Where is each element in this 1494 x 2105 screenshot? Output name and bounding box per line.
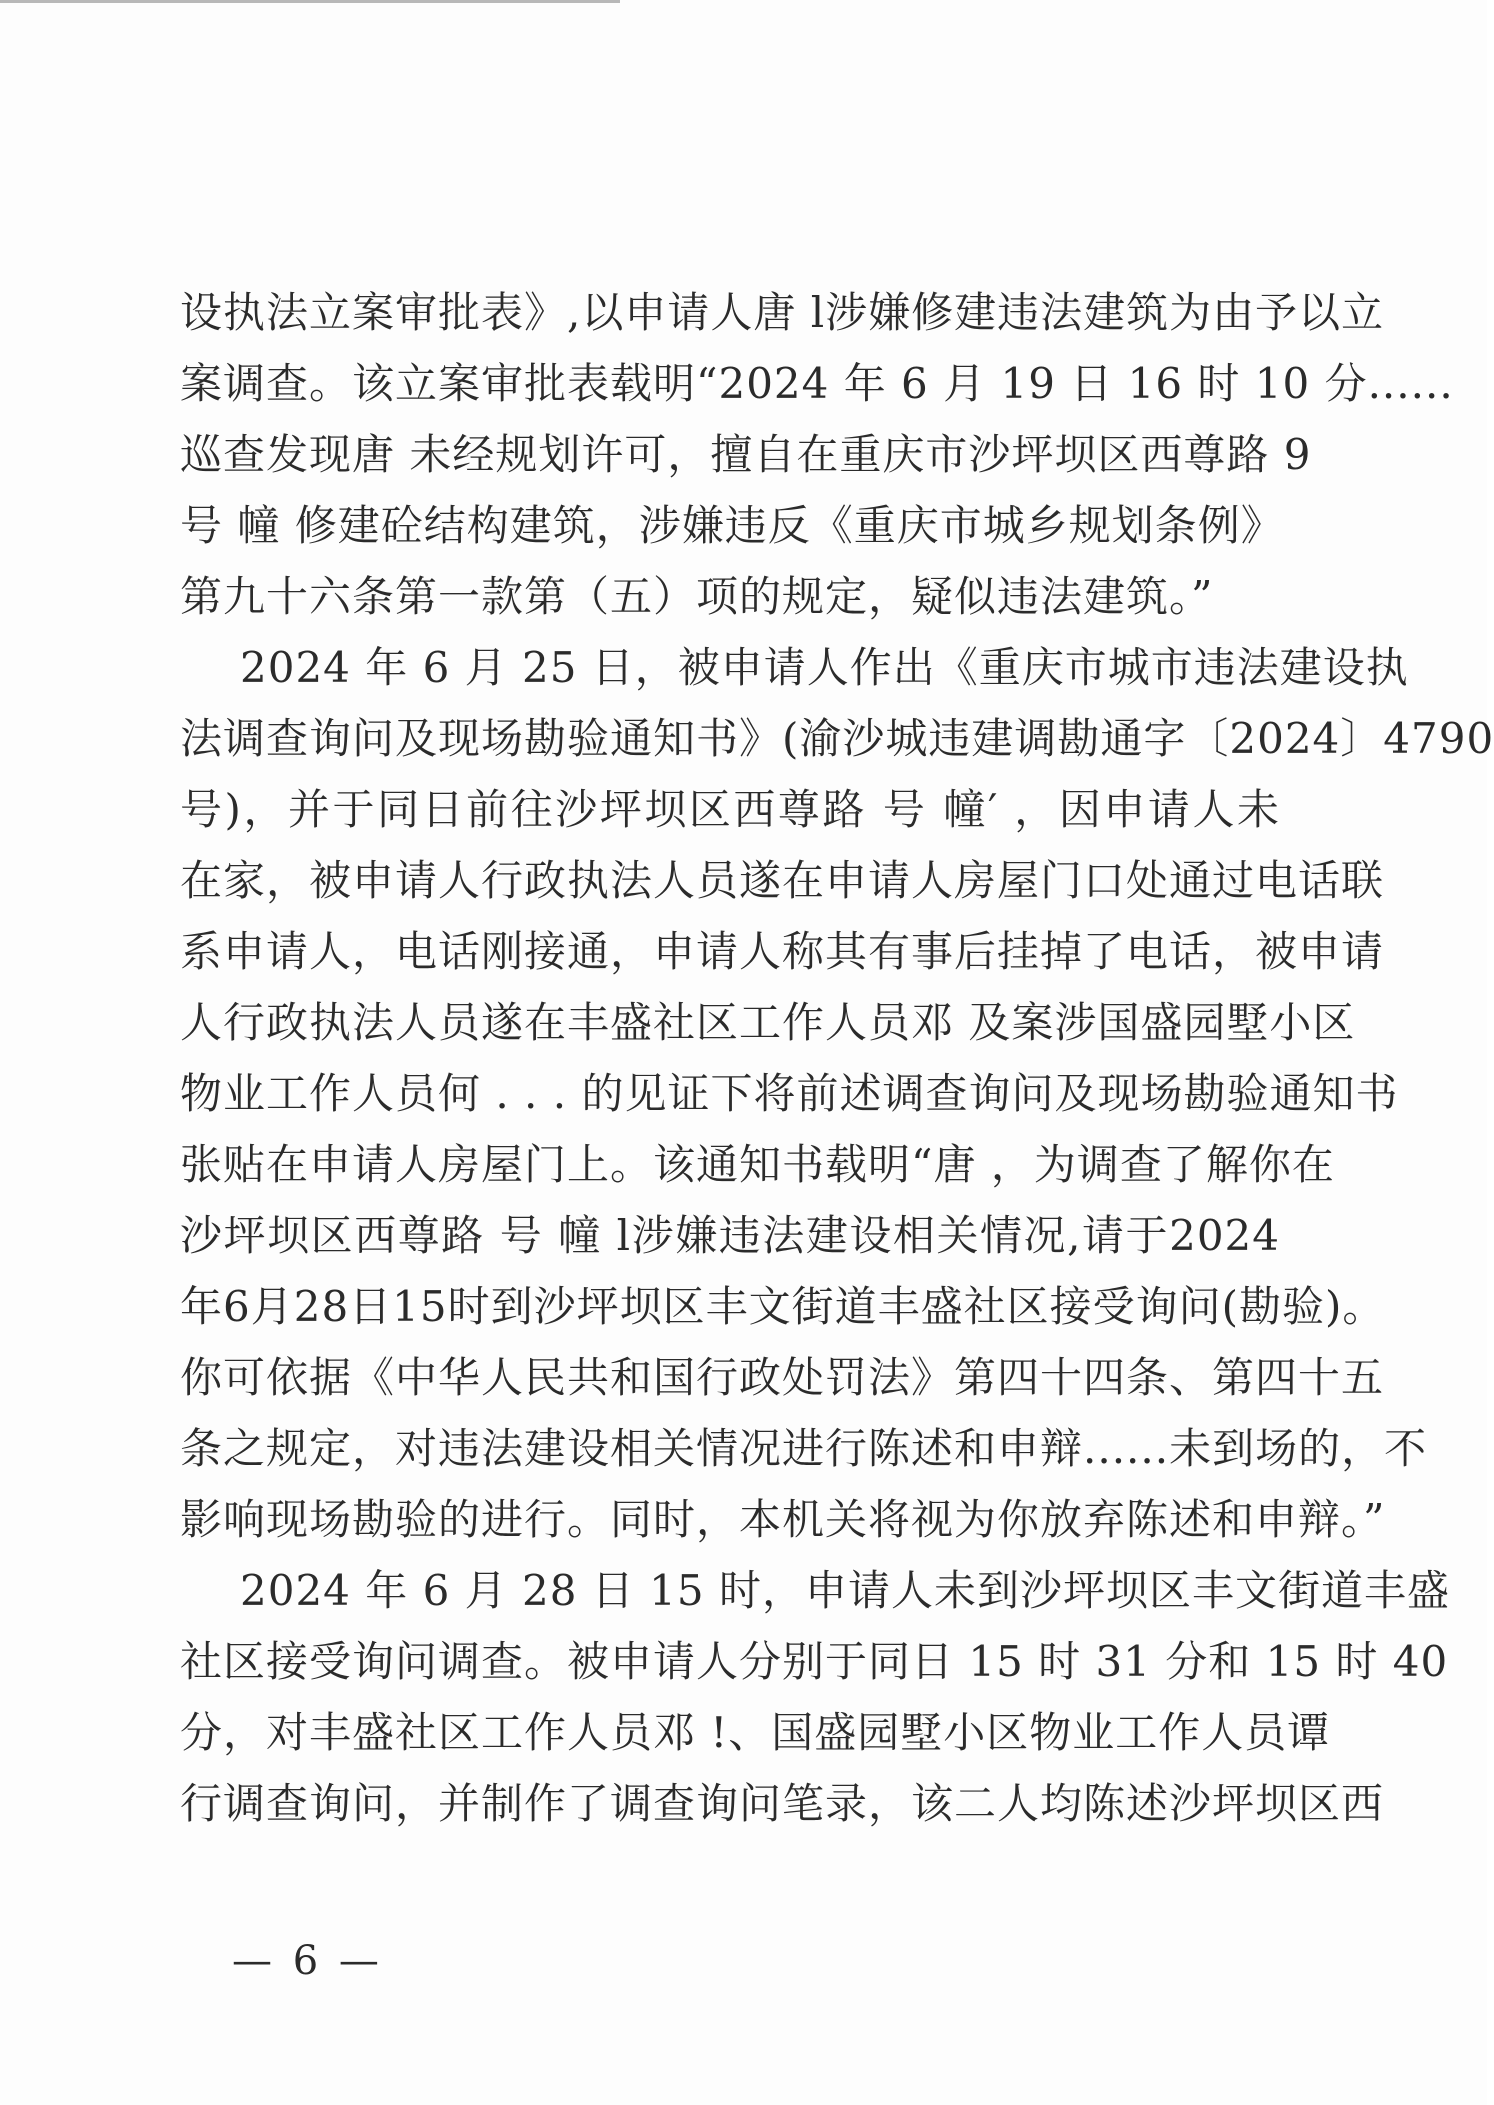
- paragraph: [180, 277, 1454, 632]
- text-line: 系申请人，电话刚接通，申请人称其有事后挂掉了电话，被申请: [180, 927, 1385, 976]
- text-line: 社区接受询问调查。被申请人分别于同日 15 时 31 分和 15 时 40: [180, 1637, 1449, 1686]
- text-line: 在家，被申请人行政执法人员遂在申请人房屋门口处通过电话联: [180, 856, 1385, 905]
- text-line: 行调查询问，并制作了调查询问笔录，该二人均陈述沙坪坝区西: [180, 1779, 1385, 1828]
- text-line: 人行政执法人员遂在丰盛社区工作人员邓 及案涉国盛园墅小区: [180, 998, 1356, 1047]
- text-line: 2024 年 6 月 28 日 15 时，申请人未到沙坪坝区丰文街道丰盛: [240, 1566, 1450, 1615]
- text-line: 张贴在申请人房屋门上。该通知书载明“唐 ，为调查了解你在: [180, 1140, 1335, 1189]
- page-number: — 6 —: [232, 1938, 383, 1984]
- text-line: 条之规定，对违法建设相关情况进行陈述和申辩......未到场的，不: [180, 1424, 1428, 1473]
- scan-edge-line: [0, 0, 620, 3]
- text-line: 2024 年 6 月 25 日，被申请人作出《重庆市城市违法建设执: [240, 643, 1409, 692]
- text-line: 物业工作人员何 . . . 的见证下将前述调查询问及现场勘验通知书: [180, 1069, 1399, 1118]
- text-line: 设执法立案审批表》,以申请人唐 l涉嫌修建违法建筑为由予以立: [180, 288, 1385, 337]
- text-line: 影响现场勘验的进行。同时，本机关将视为你放弃陈述和申辩。”: [180, 1495, 1386, 1544]
- text-line: 你可依据《中华人民共和国行政处罚法》第四十四条、第四十五: [180, 1353, 1385, 1402]
- text-line: 巡查发现唐 未经规划许可，擅自在重庆市沙坪坝区西尊路 9: [180, 430, 1312, 479]
- text-line: 案调查。该立案审批表载明“2024 年 6 月 19 日 16 时 10 分......: [180, 359, 1454, 408]
- paragraph: [180, 1555, 1450, 1839]
- text-line: 第九十六条第一款第（五）项的规定，疑似违法建筑。”: [180, 572, 1214, 621]
- text-line: 号)，并于同日前往沙坪坝区西尊路 号 幢′ ，因申请人未: [180, 785, 1280, 834]
- text-line: 分，对丰盛社区工作人员邓 !、国盛园墅小区物业工作人员谭: [180, 1708, 1331, 1757]
- paragraph: [180, 632, 1494, 1555]
- text-line: 沙坪坝区西尊路 号 幢 l涉嫌违法建设相关情况,请于2024: [180, 1211, 1280, 1260]
- text-line: 号 幢 修建砼结构建筑，涉嫌违反《重庆市城乡规划条例》: [180, 501, 1284, 550]
- body-text: [180, 277, 1494, 1839]
- text-line: 法调查询问及现场勘验通知书》(渝沙城违建调勘通字〔2024〕4790: [180, 714, 1494, 763]
- text-line: 年6月28日15时到沙坪坝区丰文街道丰盛社区接受询问(勘验)。: [180, 1282, 1386, 1331]
